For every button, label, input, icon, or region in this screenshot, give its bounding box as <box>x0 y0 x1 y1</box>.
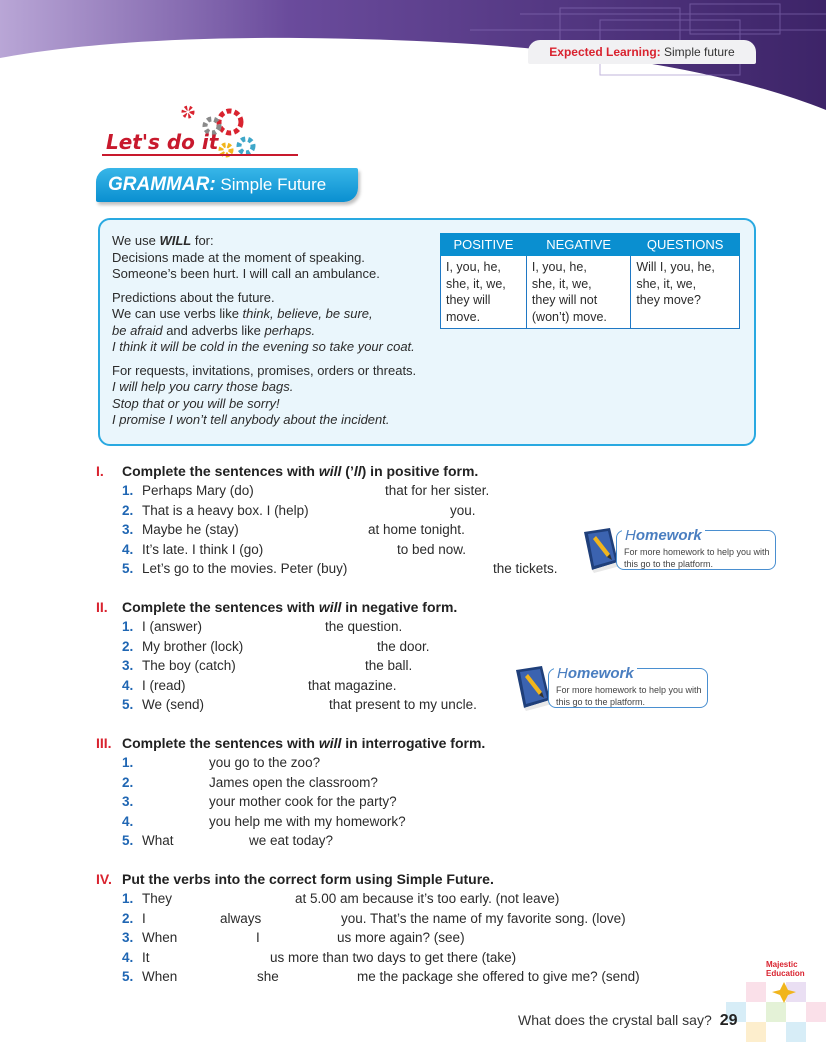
exercise-item <box>96 481 696 501</box>
example-threat <box>112 396 452 413</box>
item-text: your mother cook for the party? <box>209 794 397 809</box>
publisher-name-line1: Majestic <box>766 960 798 969</box>
item-text: Maybe he (stay) <box>142 522 239 537</box>
exercise-item <box>96 948 696 968</box>
cell-questions <box>631 256 740 329</box>
exercise-item <box>96 909 696 929</box>
publisher-name-line2: Education <box>766 969 805 978</box>
item-text: the ball. <box>365 658 413 673</box>
exercise-item <box>96 928 696 948</box>
item-text: at 5.00 am because it’s too early. (not leave) <box>295 891 560 906</box>
rule-adverbs-text: and adverbs like <box>162 322 265 338</box>
homework-title-rest: omework <box>635 527 702 544</box>
item-text: I (answer) <box>142 619 203 634</box>
item-number: 5. <box>122 833 134 848</box>
exercise-3-title <box>96 733 696 753</box>
item-text: I (read) <box>142 677 186 693</box>
item-text: you. <box>450 502 476 518</box>
positive-line: move. <box>446 309 481 324</box>
homework-title-initial: H <box>625 527 636 544</box>
intro-text: We use <box>112 233 160 248</box>
rule-adverbs-afraid: be afraid <box>112 322 163 338</box>
example-predictions-text: I think it will be cold in the evening so take your coat. <box>112 339 415 354</box>
exercise-item <box>96 617 696 637</box>
rule-requests: For requests, invitations, promises, orders or threats. <box>112 362 417 378</box>
positive-line: she, it, we, <box>446 276 506 291</box>
exercise-item <box>96 792 696 812</box>
item-number: 2. <box>122 910 134 926</box>
title-will: will <box>318 735 342 751</box>
item-text: that magazine. <box>308 677 397 693</box>
title-text: Complete the sentences with <box>122 599 319 615</box>
item-text: Let’s go to the movies. Peter (buy) <box>142 561 348 576</box>
item-text: the question. <box>325 619 403 634</box>
item-text: I <box>256 930 260 945</box>
exercise-item <box>96 773 696 793</box>
example-predictions <box>112 339 452 356</box>
item-number: 3. <box>122 930 134 945</box>
title-text: (’ <box>341 463 354 479</box>
title-text: Complete the sentences with <box>122 463 319 479</box>
grammar-intro <box>112 233 452 250</box>
exercise-number: IV. <box>96 871 112 887</box>
item-number: 4. <box>122 813 134 829</box>
footer-text: What does the crystal ball say? <box>518 1012 712 1028</box>
questions-line: she, it, we, <box>636 276 697 291</box>
item-number: 4. <box>122 949 134 965</box>
title-will: will <box>318 463 342 479</box>
item-text: always <box>220 910 262 926</box>
item-number: 1. <box>122 483 134 498</box>
title-text: Put the verbs into the correct form using Simple Future. <box>122 871 494 887</box>
grammar-rules <box>112 233 452 429</box>
item-text: you help me with my homework? <box>209 813 406 829</box>
publisher-logo <box>766 960 805 978</box>
item-number: 5. <box>122 969 134 984</box>
lets-do-it-underline <box>102 154 298 156</box>
item-text: us more than two days to get there (take) <box>270 949 517 965</box>
title-text: in interrogative form. <box>341 735 486 751</box>
item-text: you go to the zoo? <box>209 755 321 770</box>
exercise-item <box>96 967 696 987</box>
header-negative: NEGATIVE <box>526 234 630 256</box>
negative-line: I, you, he, <box>531 260 587 274</box>
item-number: 3. <box>122 658 134 673</box>
grammar-explanation-box <box>98 218 756 446</box>
exercise-4 <box>96 869 696 987</box>
item-text: We (send) <box>142 697 205 712</box>
homework-text: For more homework to help you with this go to the platform. <box>556 685 702 707</box>
rule-decisions: Decisions made at the moment of speaking. <box>112 249 365 265</box>
item-number: 2. <box>122 502 134 518</box>
item-number: 3. <box>122 794 134 809</box>
item-text: That is a heavy box. I (help) <box>142 502 309 518</box>
exercise-number: II. <box>96 599 108 615</box>
title-text: in negative form. <box>341 599 458 615</box>
item-number: 5. <box>122 697 134 712</box>
item-text: My brother (lock) <box>142 638 244 654</box>
rule-adverbs <box>112 323 452 340</box>
rule-adverbs-perhaps: perhaps. <box>264 322 316 338</box>
exercise-item <box>96 831 696 851</box>
grammar-topic: Simple Future <box>220 175 327 194</box>
item-text: you. That’s the name of my favorite song. (love) <box>341 910 626 926</box>
example-threat-text: Stop that or you will be sorry! <box>112 395 280 411</box>
item-text: When <box>142 930 178 945</box>
homework-text: For more homework to help you with this go to the platform. <box>624 547 770 569</box>
title-ll: ll <box>353 463 362 479</box>
rule-predictions: Predictions about the future. <box>112 289 275 305</box>
item-text: The boy (catch) <box>142 658 236 673</box>
homework-title-rest: omework <box>567 665 634 682</box>
cell-negative <box>526 256 630 329</box>
homework-title <box>554 665 637 682</box>
positive-line: they will <box>446 293 491 307</box>
grammar-label: GRAMMAR: <box>108 174 216 195</box>
item-text: James open the classroom? <box>209 774 378 790</box>
item-text: It <box>142 949 150 965</box>
expected-learning-value: Simple future <box>664 45 735 59</box>
expected-learning-tab <box>528 40 756 64</box>
negative-line: she, it, we, <box>531 276 592 291</box>
exercise-number: I. <box>96 463 104 479</box>
intro-post: for: <box>191 233 214 248</box>
item-number: 1. <box>122 755 134 770</box>
grammar-ribbon <box>96 168 358 202</box>
exercise-item <box>96 889 696 909</box>
item-text: What <box>142 833 174 848</box>
exercise-number: III. <box>96 735 112 751</box>
item-text: me the package she offered to give me? (send) <box>357 969 640 984</box>
forms-table <box>440 233 740 329</box>
title-text: ) in positive form. <box>361 463 479 479</box>
rule-verbs-text: We can use verbs like <box>112 306 243 321</box>
item-text: Perhaps Mary (do) <box>142 483 254 498</box>
exercise-item <box>96 637 696 657</box>
expected-learning-label: Expected Learning: <box>549 45 661 59</box>
title-will: will <box>318 599 342 615</box>
exercise-3 <box>96 733 696 851</box>
homework-badge[interactable] <box>512 664 712 712</box>
questions-line: Will I, you, he, <box>636 260 715 274</box>
rule-verbs <box>112 306 452 323</box>
item-number: 1. <box>122 891 134 906</box>
page-number: 29 <box>719 1012 738 1029</box>
item-number: 3. <box>122 522 134 537</box>
item-text: we eat today? <box>249 833 334 848</box>
exercise-item <box>96 753 696 773</box>
item-text: the door. <box>377 638 430 654</box>
item-number: 2. <box>122 638 134 654</box>
page-footer <box>518 1012 738 1030</box>
homework-badge[interactable] <box>580 526 780 574</box>
header-positive: POSITIVE <box>441 234 527 256</box>
exercise-2-title <box>96 597 696 617</box>
exercise-4-title <box>96 869 696 889</box>
questions-line: they move? <box>636 293 701 307</box>
example-decisions: Someone’s been hurt. I will call an ambulance. <box>112 266 380 281</box>
rule-verbs-list: think, believe, be sure, <box>242 306 373 321</box>
item-text: that present to my uncle. <box>329 697 477 712</box>
cell-positive <box>441 256 527 329</box>
item-text: us more again? (see) <box>337 930 465 945</box>
exercise-item <box>96 501 696 521</box>
example-promise-text: I promise I won’t tell anybody about the incident. <box>112 412 390 427</box>
item-text: When <box>142 969 178 984</box>
negative-line: they will not <box>531 293 598 307</box>
item-text: at home tonight. <box>368 522 465 537</box>
lets-do-it-title: Let's do it <box>106 130 219 154</box>
item-number: 5. <box>122 561 134 576</box>
item-number: 2. <box>122 774 134 790</box>
item-text: the tickets. <box>493 561 558 576</box>
lets-do-it-heading <box>100 100 300 170</box>
intro-will: WILL <box>159 233 192 248</box>
example-help <box>112 379 452 396</box>
example-promise <box>112 412 452 429</box>
item-text: They <box>142 891 173 906</box>
item-text: she <box>257 969 279 984</box>
item-number: 4. <box>122 541 134 557</box>
negative-line: (won’t) move. <box>531 309 607 324</box>
item-text: It’s late. I think I (go) <box>142 541 264 557</box>
homework-title <box>622 527 705 544</box>
header-questions: QUESTIONS <box>631 234 740 256</box>
title-text: Complete the sentences with <box>122 735 319 751</box>
item-text: that for her sister. <box>385 483 490 498</box>
item-text: to bed now. <box>397 541 467 557</box>
example-help-text: I will help you carry those bags. <box>112 379 294 394</box>
positive-line: I, you, he, <box>446 260 501 274</box>
homework-title-initial: H <box>557 665 568 682</box>
exercise-1-title <box>96 461 696 481</box>
exercise-item <box>96 812 696 832</box>
item-number: 4. <box>122 677 134 693</box>
item-text: I <box>142 910 146 926</box>
item-number: 1. <box>122 619 134 634</box>
